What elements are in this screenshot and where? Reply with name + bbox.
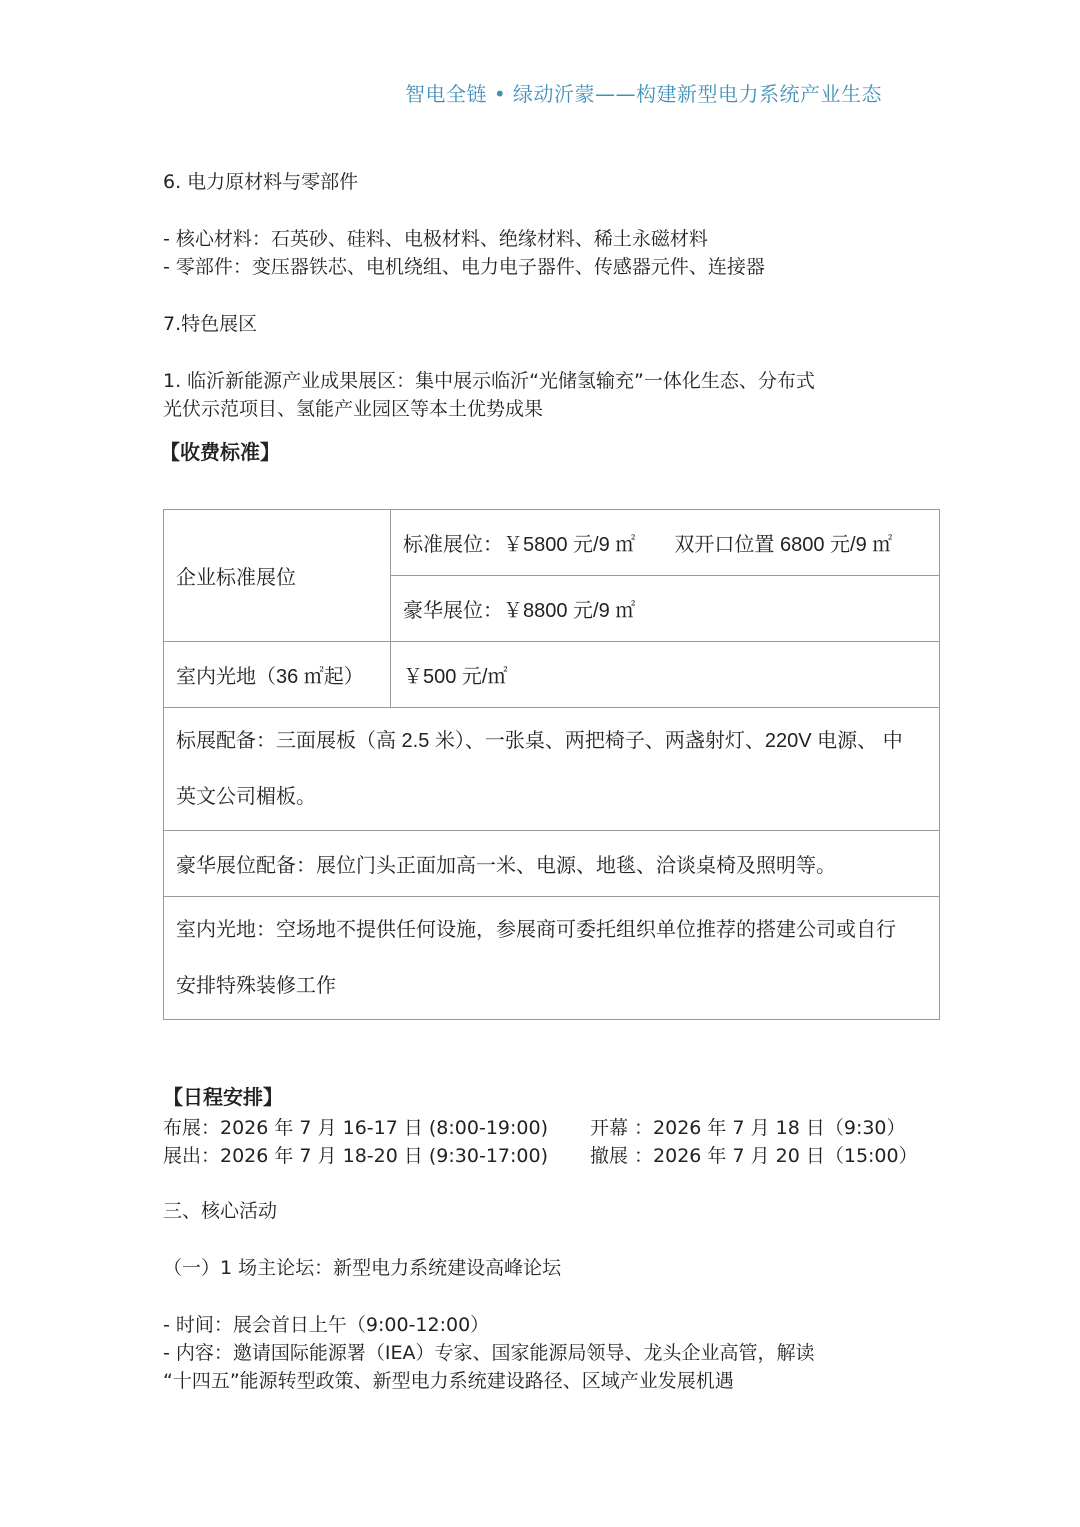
core-materials-line: - 核心材料：石英砂、硅料、电极材料、绝缘材料、稀土永磁材料: [163, 228, 708, 250]
indoor-label: 室内光地（36 ㎡起）: [176, 666, 364, 688]
indoor-note-line-2: 安排特殊装修工作: [176, 975, 336, 997]
luxury-booth-price: 豪华展位：￥8800 元/9 ㎡: [403, 600, 636, 622]
indoor-price: ￥500 元/㎡: [403, 666, 508, 688]
forum-content-line-2: “十四五”能源转型政策、新型电力系统建设路径、区域产业发展机遇: [163, 1370, 734, 1392]
booth-label-cell: [164, 510, 391, 642]
schedule-row-2: [163, 1141, 923, 1169]
indoor-note-line-1: 室内光地：空场地不提供任何设施，参展商可委托组织单位推荐的搭建公司或自行: [176, 919, 896, 941]
standard-config-line-1: 标展配备：三面展板（高 2.5 米）、一张桌、两把椅子、两盏射灯、220V 电源、 中: [176, 730, 903, 752]
luxury-config-cell: [164, 831, 940, 897]
feature-zone-line-1: 1. 临沂新能源产业成果展区：集中展示临沂“光储氢输充”一体化生态、分布式: [163, 370, 815, 392]
feature-zone-line-2: 光伏示范项目、氢能产业园区等本土优势成果: [163, 398, 544, 420]
fee-table: [163, 509, 940, 1020]
booth-label: 企业标准展位: [176, 567, 296, 589]
section-6-title: 6. 电力原材料与零部件: [163, 171, 359, 193]
fee-heading: 【收费标准】: [160, 440, 280, 464]
standard-config-line-2: 英文公司楣板。: [176, 786, 316, 808]
luxury-price-cell: [391, 576, 940, 642]
indoor-price-cell: [391, 642, 940, 708]
double-open-price: 双开口位置 6800 元/9 ㎡: [674, 534, 893, 556]
forum-content-line-1: - 内容：邀请国际能源署（IEA）专家、国家能源局领导、龙头企业高管，解读: [163, 1342, 815, 1364]
forum-title: （一）1 场主论坛：新型电力系统建设高峰论坛: [163, 1257, 562, 1279]
indoor-label-cell: [164, 642, 391, 708]
components-line: - 零部件：变压器铁芯、电机绕组、电力电子器件、传感器元件、连接器: [163, 256, 765, 278]
indoor-note-cell: [164, 897, 940, 1020]
page-header-title: 智电全链 • 绿动沂蒙——构建新型电力系统产业生态: [405, 82, 883, 106]
forum-time: - 时间：展会首日上午（9:00-12:00）: [163, 1314, 490, 1336]
section-3-title: 三、核心活动: [163, 1200, 278, 1222]
section-7-title: 7.特色展区: [163, 313, 258, 335]
luxury-config: 豪华展位配备：展位门头正面加高一米、电源、地毯、洽谈桌椅及照明等。: [176, 855, 836, 877]
teardown-date: 撤展 ：2026 年 7 月 20 日（15:00）: [590, 1145, 918, 1167]
exhibit-dates: 展出：2026 年 7 月 18-20 日 (9:30-17:00): [163, 1145, 548, 1167]
standard-booth-price: 标准展位：￥5800 元/9 ㎡: [403, 534, 636, 556]
standard-price-cell: [391, 510, 940, 576]
setup-dates: 布展：2026 年 7 月 16-17 日 (8:00-19:00): [163, 1117, 548, 1139]
schedule-heading: 【日程安排】: [163, 1085, 283, 1109]
standard-config-cell: [164, 708, 940, 831]
opening-date: 开幕 ：2026 年 7 月 18 日（9:30）: [590, 1117, 906, 1139]
schedule-row-1: [163, 1113, 923, 1141]
